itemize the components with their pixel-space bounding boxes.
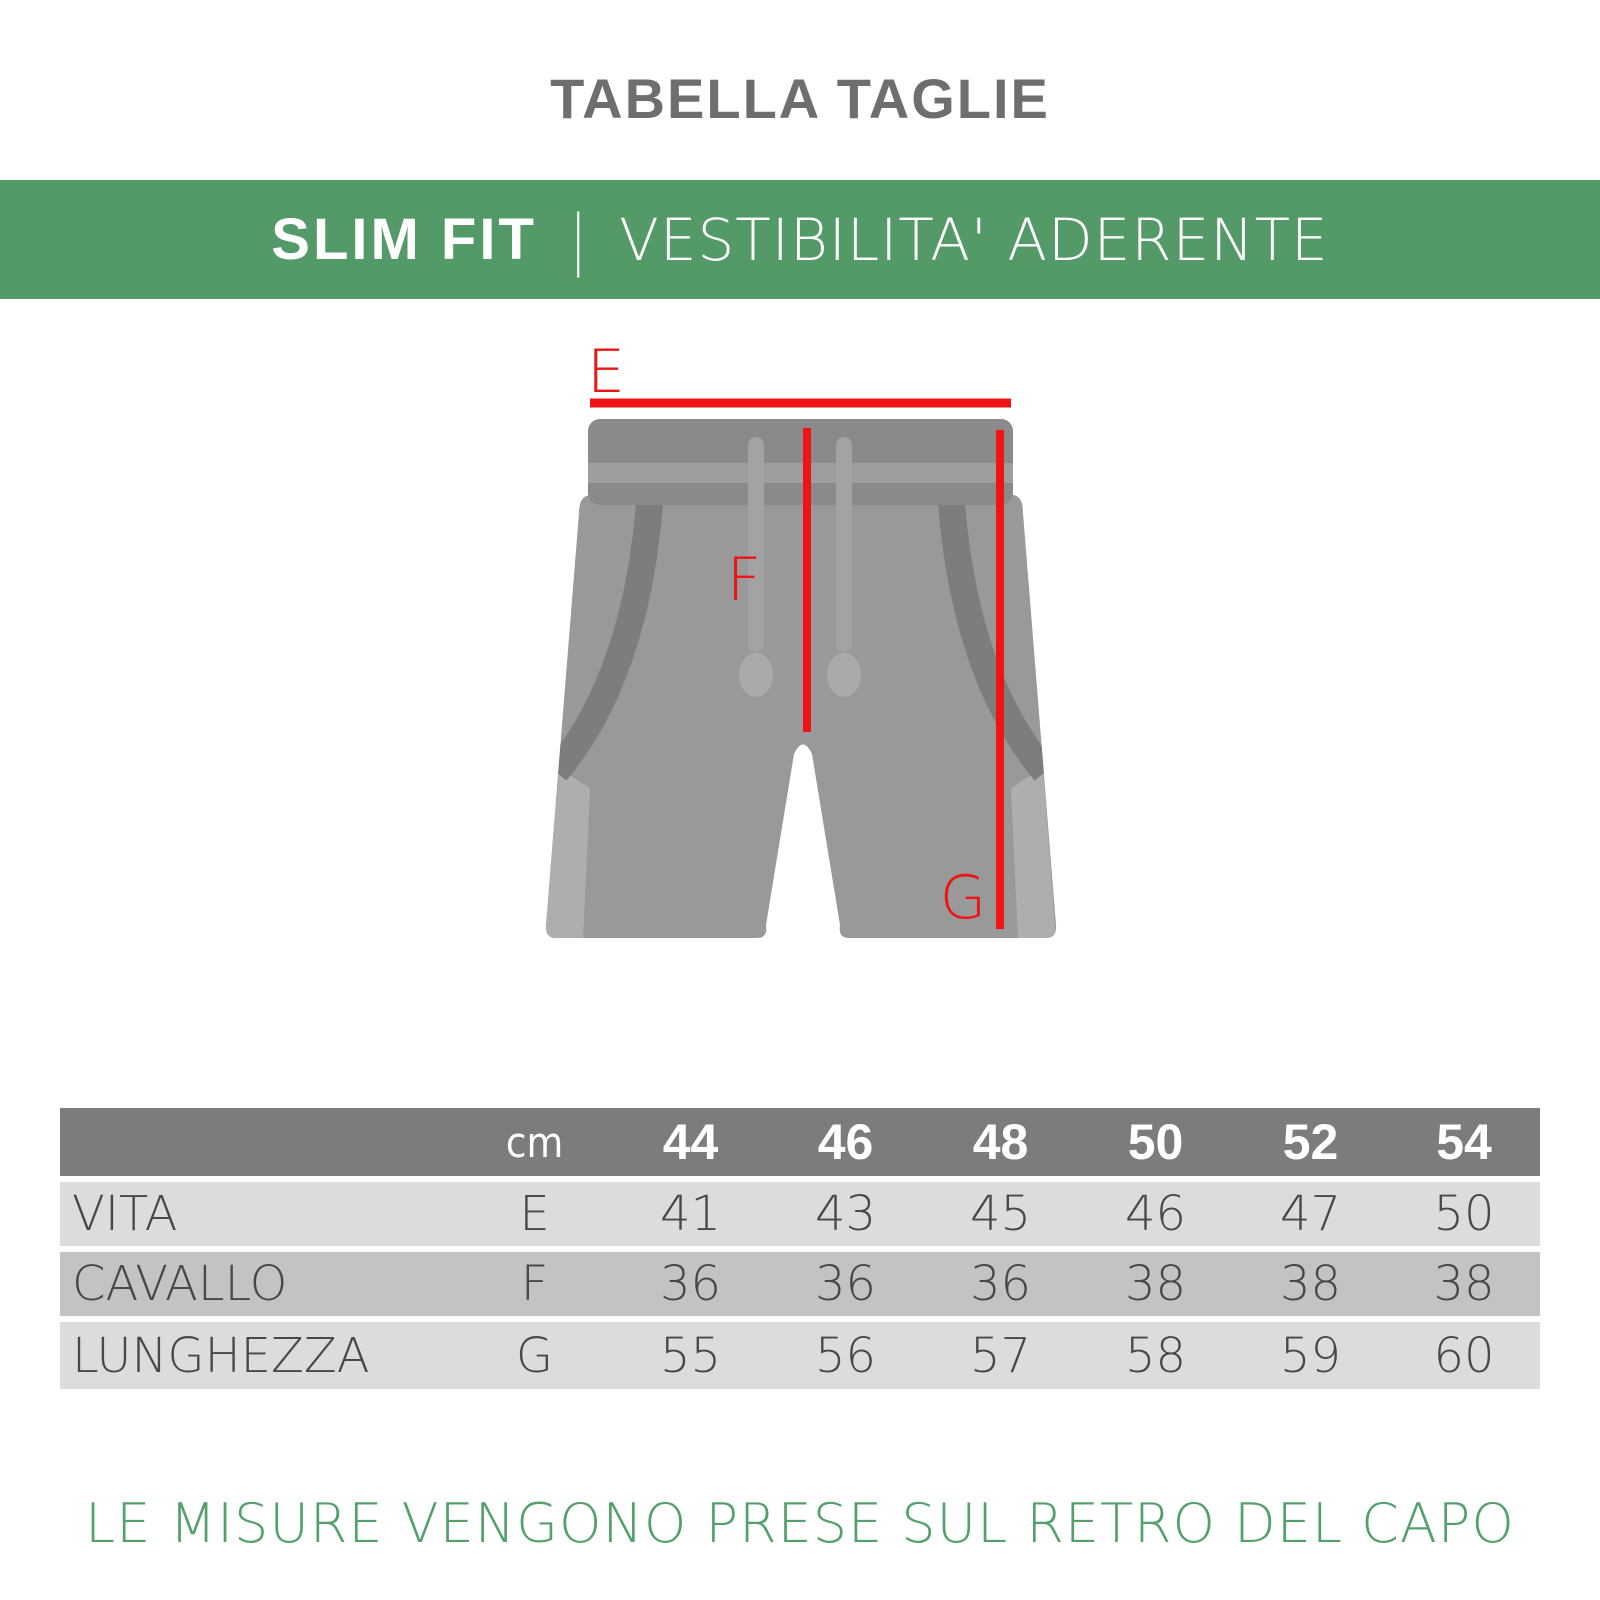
- left-side-panel: [545, 768, 590, 940]
- size-value-cell: 60: [1388, 1319, 1540, 1389]
- unit-header-cell: cm: [505, 1117, 564, 1167]
- size-header-44: 44: [662, 1114, 719, 1170]
- size-value-cell: 36: [613, 1249, 768, 1319]
- waist-measure-label: E: [587, 337, 625, 407]
- right-drawstring-toggle: [827, 653, 861, 697]
- size-value-cell: 36: [923, 1249, 1078, 1319]
- size-value-cell: 57: [923, 1319, 1078, 1389]
- left-drawstring-toggle: [739, 653, 773, 697]
- size-value-cell: 43: [768, 1179, 923, 1249]
- table-row-cavallo: [60, 1249, 1540, 1319]
- size-header-54: 54: [1436, 1114, 1492, 1170]
- row-label-cell: LUNGHEZZA: [60, 1319, 456, 1389]
- measurement-note: LE MISURE VENGONO PRESE SUL RETRO DEL CAPO: [85, 1492, 1515, 1555]
- size-table-header-row: [60, 1108, 1540, 1179]
- row-label-cell: VITA: [60, 1179, 456, 1249]
- row-label-cell: CAVALLO: [60, 1249, 456, 1319]
- fit-label: SLIM FIT: [271, 207, 537, 272]
- size-value-cell: 38: [1233, 1249, 1388, 1319]
- row-letter-cell: G: [456, 1319, 613, 1389]
- table-row-vita: [60, 1179, 1540, 1249]
- row-letter-cell: F: [456, 1249, 613, 1319]
- size-value-cell: 50: [1388, 1179, 1540, 1249]
- size-table: [60, 1108, 1540, 1389]
- size-value-cell: 59: [1233, 1319, 1388, 1389]
- size-value-cell: 45: [923, 1179, 1078, 1249]
- table-row-lunghezza: [60, 1319, 1540, 1389]
- size-value-cell: 55: [613, 1319, 768, 1389]
- row-letter-cell: E: [456, 1179, 613, 1249]
- size-header-50: 50: [1127, 1114, 1184, 1170]
- waistband-drawstring-channel: [588, 463, 1013, 483]
- table-corner-cell: [60, 1108, 456, 1179]
- right-side-panel: [1011, 768, 1056, 940]
- size-header-52: 52: [1282, 1114, 1339, 1170]
- length-measure-label: G: [939, 863, 987, 933]
- fit-banner: [0, 180, 1600, 299]
- shorts-waistband: [588, 419, 1013, 505]
- size-header-48: 48: [972, 1114, 1029, 1170]
- size-value-cell: 36: [768, 1249, 923, 1319]
- page-title: TABELLA TAGLIE: [550, 67, 1050, 130]
- fit-description: VESTIBILITA' ADERENTE: [619, 205, 1329, 274]
- size-value-cell: 38: [1078, 1249, 1233, 1319]
- size-value-cell: 47: [1233, 1179, 1388, 1249]
- size-value-cell: 58: [1078, 1319, 1233, 1389]
- right-drawstring: [836, 437, 852, 652]
- banner-separator: |: [570, 200, 586, 278]
- crotch-measure-label: F: [726, 545, 762, 615]
- shorts-measurement-diagram: [0, 330, 1600, 990]
- size-value-cell: 56: [768, 1319, 923, 1389]
- size-value-cell: 46: [1078, 1179, 1233, 1249]
- size-value-cell: 38: [1388, 1249, 1540, 1319]
- size-header-46: 46: [817, 1114, 874, 1170]
- size-value-cell: 41: [613, 1179, 768, 1249]
